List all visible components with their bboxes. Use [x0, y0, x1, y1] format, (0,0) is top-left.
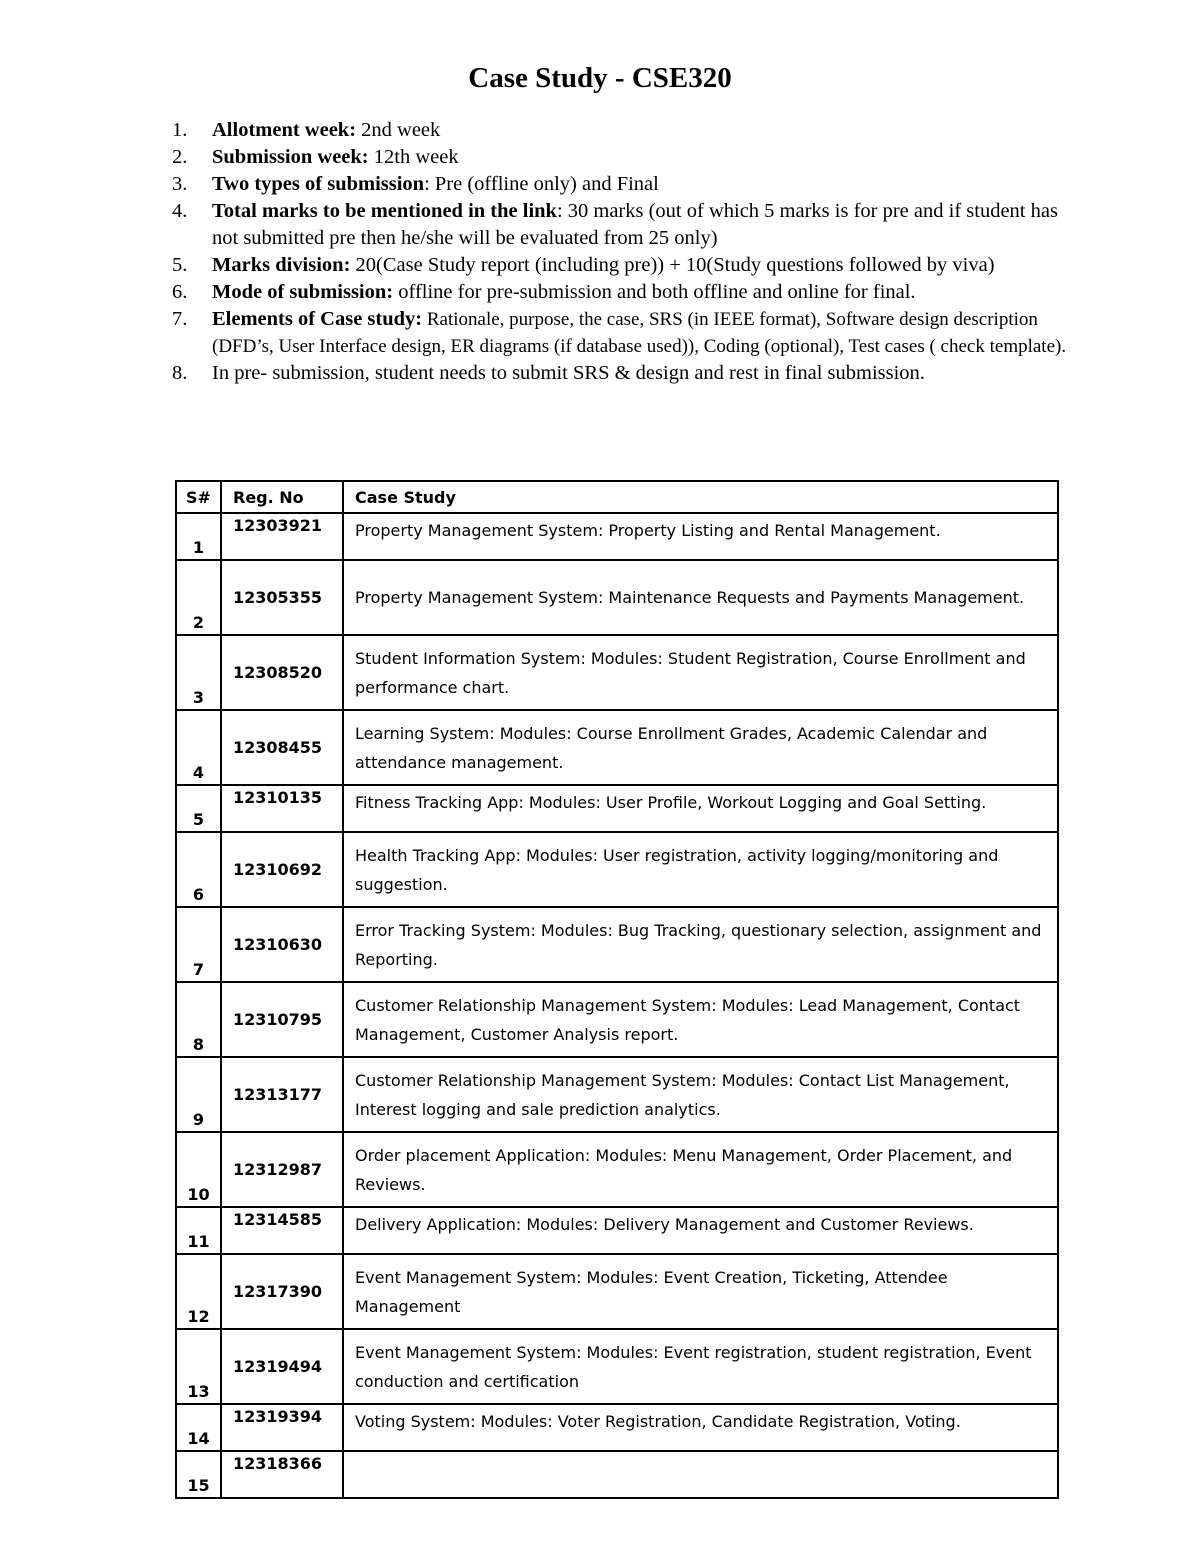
table-row	[176, 1057, 1058, 1132]
reg-no-cell: 12317390	[221, 1254, 343, 1329]
case-study-cell: Delivery Application: Modules: Delivery Management and Customer Reviews.	[343, 1207, 1058, 1254]
table-header-row	[176, 481, 1058, 513]
info-number: 7.	[172, 308, 188, 330]
page-title: Case Study - CSE320	[468, 62, 732, 94]
reg-no-cell: 12310135	[221, 785, 343, 832]
info-label: Total marks to be mentioned in the link	[212, 200, 557, 222]
info-label: Submission week:	[212, 146, 369, 168]
info-number: 2.	[172, 146, 188, 168]
case-study-cell: Property Management System: Property Listing and Rental Management.	[343, 513, 1058, 560]
info-item-marks-division	[172, 252, 1067, 279]
case-study-cell: Voting System: Modules: Voter Registration, Candidate Registration, Voting.	[343, 1404, 1058, 1451]
table-row	[176, 635, 1058, 710]
info-text: 20(Case Study report (including pre)) + 10(Study questions followed by viva)	[350, 254, 995, 276]
table-row	[176, 1132, 1058, 1207]
serial-cell: 8	[176, 982, 221, 1057]
table-row	[176, 1404, 1058, 1451]
info-item-submission-types	[172, 171, 1067, 198]
reg-no-cell: 12313177	[221, 1057, 343, 1132]
reg-no-cell: 12318366	[221, 1451, 343, 1498]
reg-no-cell: 12303921	[221, 513, 343, 560]
case-study-cell	[343, 1451, 1058, 1498]
info-text: offline for pre-submission and both offline and online for final.	[393, 281, 916, 303]
serial-cell: 5	[176, 785, 221, 832]
serial-cell: 9	[176, 1057, 221, 1132]
info-item-total-marks	[172, 198, 1067, 252]
reg-no-cell: 12305355	[221, 560, 343, 635]
serial-cell: 12	[176, 1254, 221, 1329]
serial-cell: 6	[176, 832, 221, 907]
serial-cell: 15	[176, 1451, 221, 1498]
info-item-submission	[172, 144, 1067, 171]
serial-cell: 2	[176, 560, 221, 635]
case-study-table	[175, 480, 1059, 1499]
table-row	[176, 1329, 1058, 1404]
table-row	[176, 1207, 1058, 1254]
reg-no-cell: 12310692	[221, 832, 343, 907]
header-case-study: Case Study	[343, 481, 1058, 513]
info-label: Marks division:	[212, 254, 351, 276]
case-study-cell: Fitness Tracking App: Modules: User Profile, Workout Logging and Goal Setting.	[343, 785, 1058, 832]
reg-no-cell: 12319494	[221, 1329, 343, 1404]
info-item-elements	[172, 306, 1067, 360]
info-list	[172, 117, 1067, 387]
table-row	[176, 1451, 1058, 1498]
info-text: 12th week	[368, 146, 459, 168]
header-reg-no: Reg. No	[221, 481, 343, 513]
info-item-allotment	[172, 117, 1067, 144]
info-item-pre-submission	[172, 360, 1067, 387]
serial-cell: 13	[176, 1329, 221, 1404]
table-row	[176, 785, 1058, 832]
table-row	[176, 1254, 1058, 1329]
info-number: 8.	[172, 362, 188, 384]
info-text: Rationale, purpose, the case, SRS (in IEEE format), Software design description (DFD’s, User Interface design, ER diagrams (if database used)), Coding (optional), Test cases ( check template).	[212, 309, 1067, 357]
info-text: In pre- submission, student needs to submit SRS & design and rest in final submission.	[212, 362, 925, 384]
table-row	[176, 907, 1058, 982]
case-study-cell: Error Tracking System: Modules: Bug Tracking, questionary selection, assignment and Reporting.	[343, 907, 1058, 982]
info-label: Allotment week:	[212, 119, 357, 141]
reg-no-cell: 12310630	[221, 907, 343, 982]
info-number: 5.	[172, 254, 188, 276]
reg-no-cell: 12308520	[221, 635, 343, 710]
case-study-cell: Student Information System: Modules: Student Registration, Course Enrollment and performance chart.	[343, 635, 1058, 710]
case-study-cell: Property Management System: Maintenance Requests and Payments Management.	[343, 560, 1058, 635]
info-number: 3.	[172, 173, 188, 195]
case-study-cell: Health Tracking App: Modules: User registration, activity logging/monitoring and suggestion.	[343, 832, 1058, 907]
case-study-cell: Customer Relationship Management System: Modules: Lead Management, Contact Management, Customer Analysis report.	[343, 982, 1058, 1057]
info-label: Elements of Case study:	[212, 308, 423, 330]
reg-no-cell: 12314585	[221, 1207, 343, 1254]
table-row	[176, 513, 1058, 560]
serial-cell: 1	[176, 513, 221, 560]
info-number: 6.	[172, 281, 188, 303]
table-row	[176, 982, 1058, 1057]
serial-cell: 10	[176, 1132, 221, 1207]
case-study-cell: Event Management System: Modules: Event registration, student registration, Event conduction and certification	[343, 1329, 1058, 1404]
case-study-cell: Order placement Application: Modules: Menu Management, Order Placement, and Reviews.	[343, 1132, 1058, 1207]
serial-cell: 4	[176, 710, 221, 785]
serial-cell: 14	[176, 1404, 221, 1451]
reg-no-cell: 12312987	[221, 1132, 343, 1207]
info-item-mode	[172, 279, 1067, 306]
reg-no-cell: 12310795	[221, 982, 343, 1057]
serial-cell: 3	[176, 635, 221, 710]
serial-cell: 11	[176, 1207, 221, 1254]
info-text: : 30 marks (out of which 5 marks is for pre and if student has not submitted pre then he/she will be evaluated from 25 only)	[212, 200, 1058, 249]
header-serial: S#	[176, 481, 221, 513]
info-number: 4.	[172, 200, 188, 222]
reg-no-cell: 12319394	[221, 1404, 343, 1451]
info-label: Mode of submission:	[212, 281, 394, 303]
table-row	[176, 710, 1058, 785]
table-row	[176, 832, 1058, 907]
case-study-cell: Event Management System: Modules: Event Creation, Ticketing, Attendee Management	[343, 1254, 1058, 1329]
case-study-cell: Learning System: Modules: Course Enrollment Grades, Academic Calendar and attendance management.	[343, 710, 1058, 785]
info-text: 2nd week	[356, 119, 441, 141]
table-row	[176, 560, 1058, 635]
info-text: : Pre (offline only) and Final	[424, 173, 659, 195]
info-number: 1.	[172, 119, 188, 141]
serial-cell: 7	[176, 907, 221, 982]
info-label: Two types of submission	[212, 173, 425, 195]
case-study-cell: Customer Relationship Management System: Modules: Contact List Management, Interest logging and sale prediction analytics.	[343, 1057, 1058, 1132]
reg-no-cell: 12308455	[221, 710, 343, 785]
